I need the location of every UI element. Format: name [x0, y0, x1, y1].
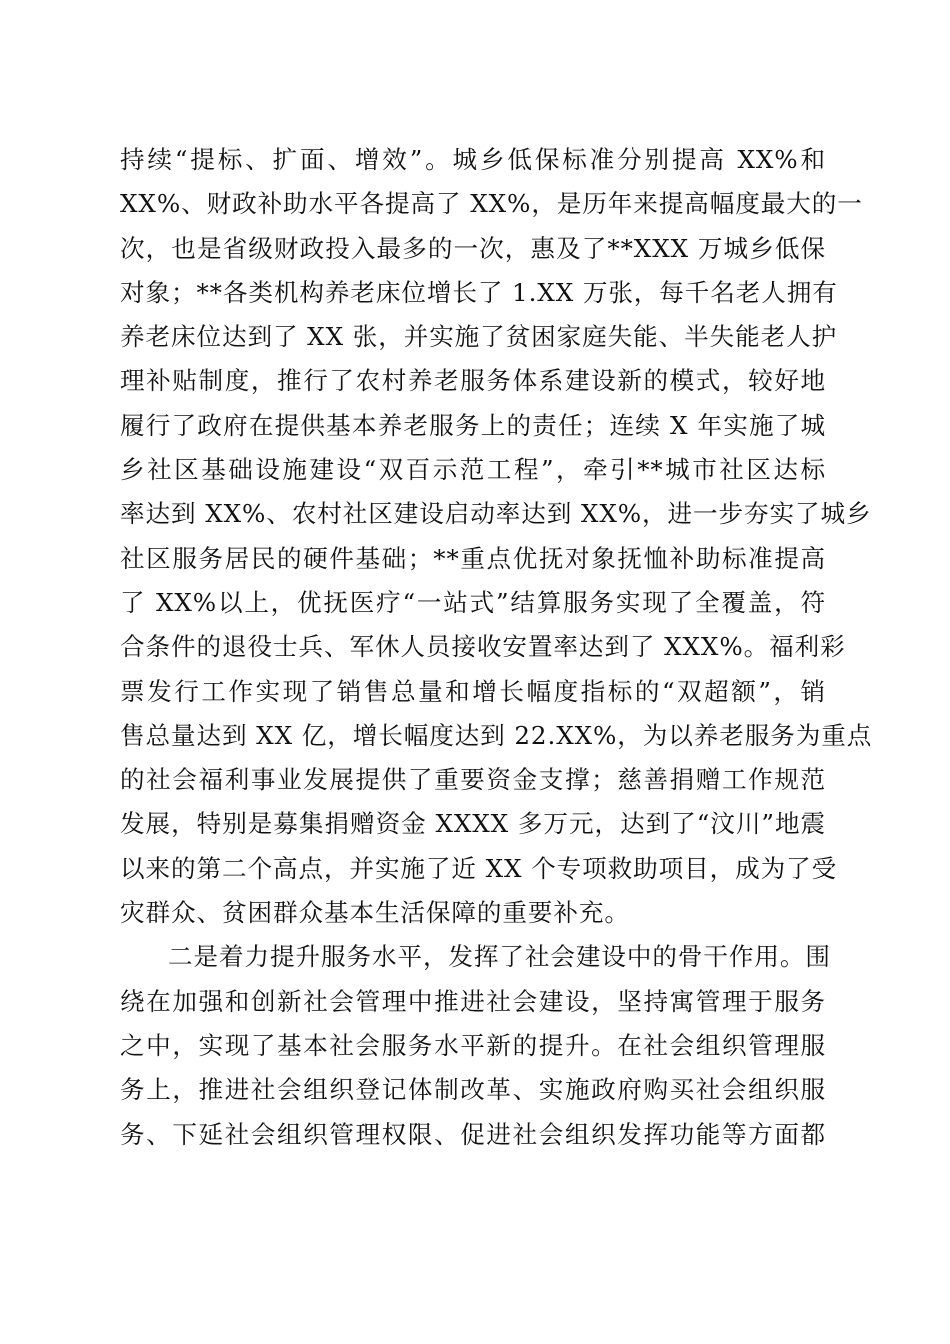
text-line: 绕在加强和创新社会管理中推进社会建设，坚持寓管理于服务 — [120, 986, 826, 1016]
text-line: 合条件的退役士兵、军休人员接收安置率达到了 XXX%。福利彩 — [120, 632, 846, 662]
text-line: 之中，实现了基本社会服务水平新的提升。在社会组织管理服 — [120, 1030, 826, 1060]
text-line: 售总量达到 XX 亿，增长幅度达到 22.XX%，为以养老服务为重点 — [120, 720, 873, 750]
text-line: 对象；**各类机构养老床位增长了 1.XX 万张，每千名老人拥有 — [120, 277, 838, 307]
text-line: 发展，特别是募集捐赠资金 XXXX 多万元，达到了“汶川”地震 — [120, 809, 826, 839]
document-body — [120, 138, 873, 1157]
text-line: XX%、财政补助水平各提高了 XX%，是历年来提高幅度最大的一 — [120, 189, 863, 219]
text-line: 次，也是省级财政投入最多的一次，惠及了**XXX 万城乡低保 — [120, 233, 826, 263]
text-line: 履行了政府在提供基本养老服务上的责任；连续 X 年实施了城 — [120, 410, 826, 440]
text-line: 灾群众、贫困群众基本生活保障的重要补充。 — [120, 898, 630, 928]
text-line: 二是着力提升服务水平，发挥了社会建设中的骨干作用。围 — [168, 942, 831, 972]
text-line: 理补贴制度，推行了农村养老服务体系建设新的模式，较好地 — [120, 366, 826, 396]
text-line: 了 XX%以上，优抚医疗“一站式”结算服务实现了全覆盖，符 — [120, 587, 826, 617]
text-line: 票发行工作实现了销售总量和增长幅度指标的“双超额”，销 — [120, 676, 826, 706]
text-line: 乡社区基础设施建设“双百示范工程”，牵引**城市社区达标 — [120, 455, 826, 485]
text-line: 率达到 XX%、农村社区建设启动率达到 XX%，进一步夯实了城乡 — [120, 499, 872, 529]
text-line: 社区服务居民的硬件基础；**重点优抚对象抚恤补助标准提高 — [120, 543, 826, 573]
text-line: 务上，推进社会组织登记体制改革、实施政府购买社会组织服 — [120, 1075, 826, 1105]
text-line: 养老床位达到了 XX 张，并实施了贫困家庭失能、半失能老人护 — [120, 322, 838, 352]
text-line: 的社会福利事业发展提供了重要资金支撑；慈善捐赠工作规范 — [120, 765, 826, 795]
text-line: 务、下延社会组织管理权限、促进社会组织发挥功能等方面都 — [120, 1119, 826, 1149]
text-line: 以来的第二个高点，并实施了近 XX 个专项救助项目，成为了受 — [120, 853, 838, 883]
text-line: 持续“提标、扩面、增效”。城乡低保标准分别提高 XX%和 — [120, 145, 826, 174]
